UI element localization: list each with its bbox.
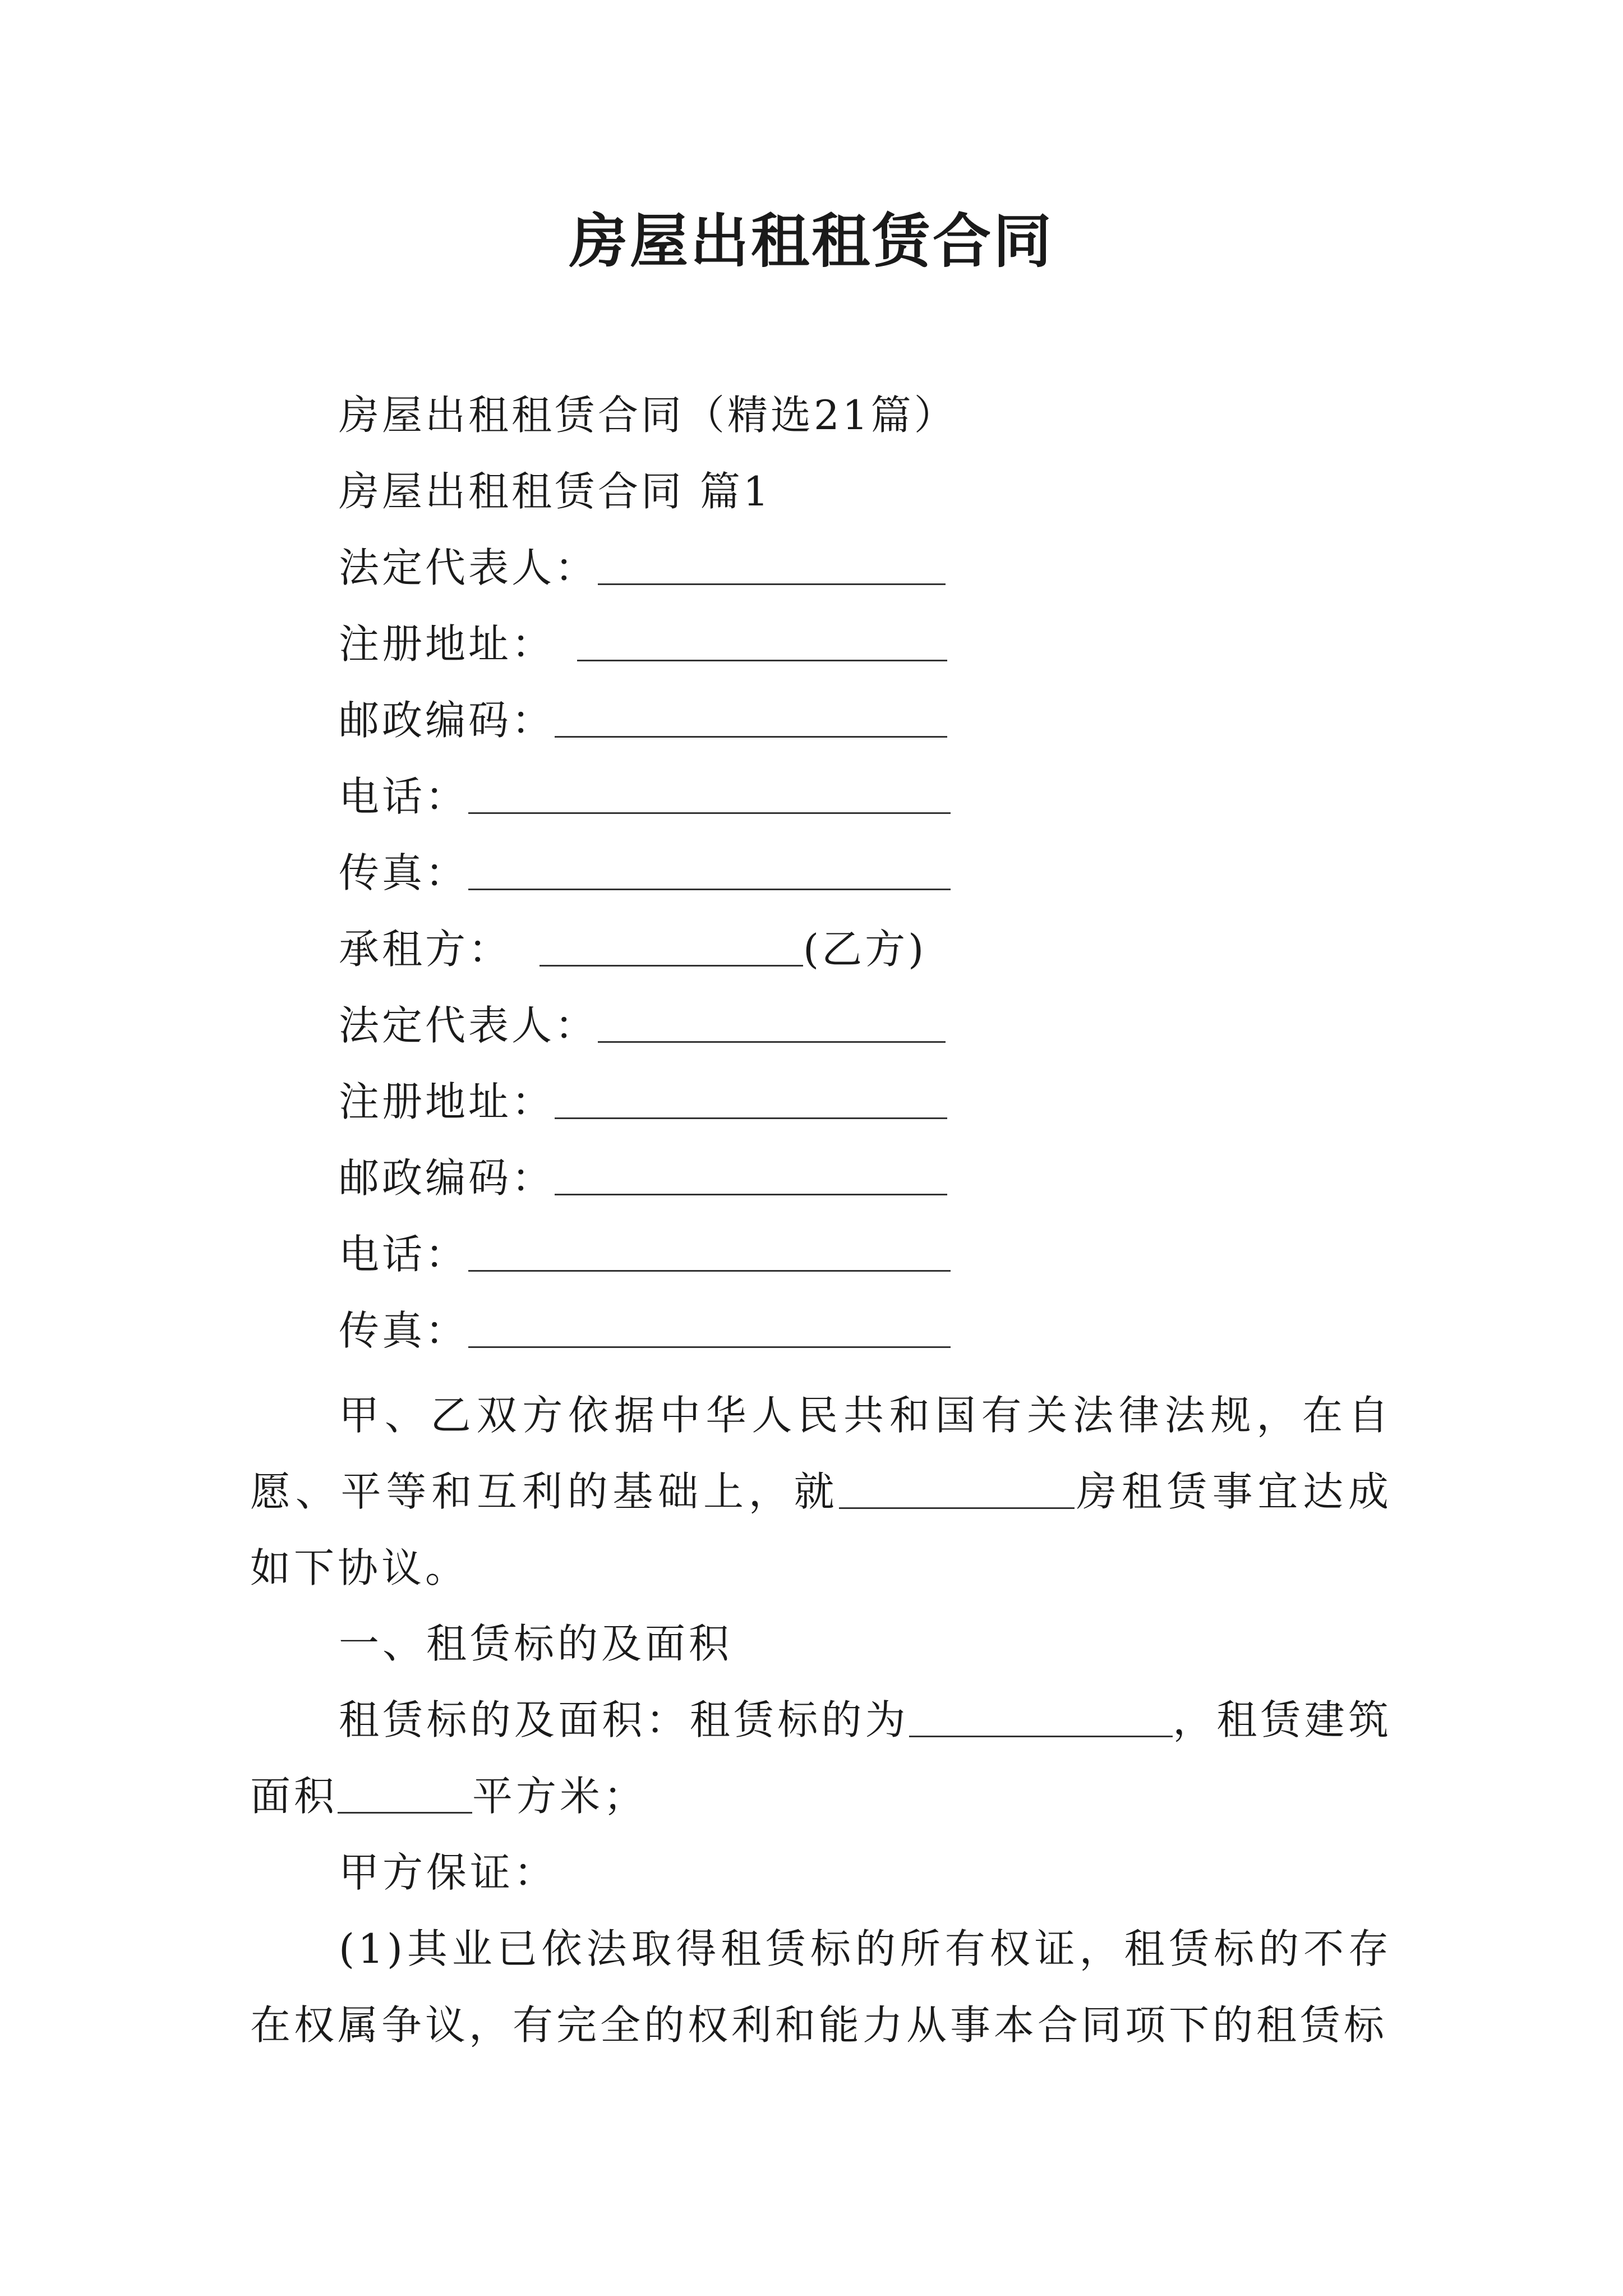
party-a-legal-rep-line — [339, 540, 946, 596]
party-b-legal-rep-line — [339, 997, 946, 1053]
blank-line — [909, 1696, 1173, 1737]
blank-line — [468, 1231, 951, 1272]
field-label: 注册地址： — [339, 1078, 555, 1125]
area-clause-part3: 平方米； — [472, 1773, 648, 1820]
area-clause-part1: 租赁标的及面积：租赁标的为 — [339, 1696, 909, 1743]
party-b-postcode-line — [339, 1150, 947, 1206]
guarantee-item-1: (1)其业已依法取得租赁标的所有权证，租赁标的不存在权属争议，有完全的权利和能力从事本合同项下的租赁标 — [250, 1925, 1392, 2049]
party-a-address-line — [339, 616, 947, 672]
document-subtitle: 房屋出租租赁合同（精选21篇） — [339, 392, 957, 439]
tenant-label: 承租方： — [339, 926, 512, 973]
area-clause — [250, 1682, 1392, 1834]
blank-line — [598, 1002, 946, 1043]
party-a-phone-line — [339, 769, 951, 825]
field-label: 法定代表人： — [339, 1002, 598, 1049]
agreement-paragraph — [250, 1377, 1392, 1606]
tenant-line — [339, 921, 926, 977]
blank-line — [577, 620, 947, 661]
section1-heading: 一、租赁标的及面积 — [339, 1620, 733, 1667]
blank-line — [338, 1773, 472, 1814]
blank-line — [839, 1468, 1075, 1509]
field-label: 邮政编码： — [339, 1154, 555, 1202]
blank-line — [468, 849, 951, 890]
field-label: 传真： — [339, 1307, 469, 1354]
blank-line — [598, 544, 946, 585]
guarantee-heading: 甲方保证： — [339, 1849, 558, 1896]
area-clause-part2: ，租赁建筑面积 — [250, 1696, 1392, 1820]
section-header: 房屋出租租赁合同 篇1 — [339, 468, 772, 515]
field-label: 电话： — [339, 773, 469, 820]
party-a-fax-line — [339, 845, 951, 901]
party-a-postcode-line — [339, 692, 947, 748]
blank-line — [555, 697, 947, 738]
agreement-text-after: 房租赁事宜达成如下协议。 — [250, 1468, 1392, 1591]
blank-line — [468, 1307, 951, 1348]
blank-line — [555, 1078, 947, 1119]
field-label: 传真： — [339, 849, 469, 896]
party-b-address-line — [339, 1074, 947, 1130]
blank-line — [555, 1154, 947, 1195]
field-label: 邮政编码： — [339, 697, 555, 744]
tenant-suffix: (乙方) — [803, 926, 927, 973]
blank-line — [540, 926, 803, 967]
document-title: 房屋出租租赁合同 — [569, 206, 1054, 275]
field-label: 注册地址： — [339, 620, 555, 668]
party-b-fax-line — [339, 1303, 951, 1359]
party-b-phone-line — [339, 1226, 951, 1282]
field-label: 电话： — [339, 1231, 469, 1278]
field-label: 法定代表人： — [339, 544, 598, 591]
agreement-text-before: 甲、乙双方依据中华人民共和国有关法律法规，在自愿、平等和互利的基础上，就 — [250, 1392, 1392, 1515]
blank-line — [468, 773, 951, 814]
